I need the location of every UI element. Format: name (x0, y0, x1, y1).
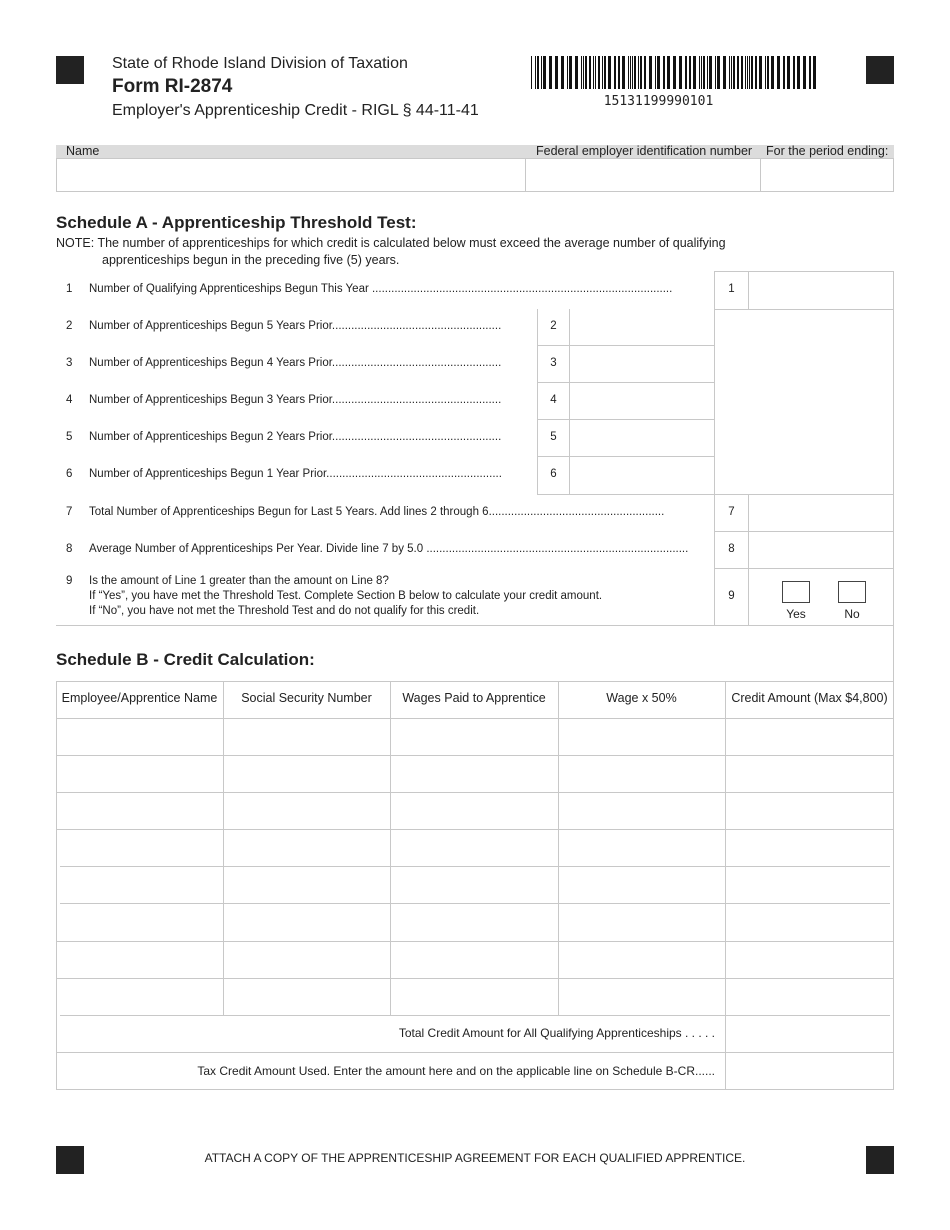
row-6-wages-input[interactable] (391, 904, 558, 939)
barcode-bar (741, 56, 743, 89)
row-4-wages-input[interactable] (391, 830, 558, 865)
row-5-name-input[interactable] (57, 867, 223, 902)
row-7-wage-50-input[interactable] (559, 942, 725, 977)
barcode-bar (640, 56, 642, 89)
schedule-a-title: Schedule A - Apprenticeship Threshold Test: (56, 213, 417, 232)
line-7-box-number: 7 (728, 506, 735, 518)
line-9-yes-instruction: If “Yes”, you have met the Threshold Test. Complete Section B below to calculate your credit amount. (89, 590, 603, 602)
line-2-box-number: 2 (550, 320, 557, 332)
row-4-name-input[interactable] (57, 830, 223, 865)
line-6-text: Number of Apprenticeships Begun 1 Year Prior....................................................... (89, 468, 502, 480)
row-3-credit-input[interactable] (726, 793, 893, 828)
barcode-bar (699, 56, 700, 89)
barcode-bar (634, 56, 636, 89)
barcode-bar (715, 56, 716, 89)
barcode-bar (555, 56, 558, 89)
barcode-bar (649, 56, 652, 89)
line-5-text: Number of Apprenticeships Begun 2 Years Prior..................................................... (89, 431, 502, 443)
credit-used-input[interactable] (726, 1053, 893, 1089)
barcode-bar (628, 56, 629, 89)
line-8-input[interactable] (749, 532, 893, 568)
barcode-bar (575, 56, 578, 89)
barcode-bar (759, 56, 762, 89)
barcode-bar (622, 56, 625, 89)
row-1-ssn-input[interactable] (224, 719, 390, 754)
col-header-name: Employee/Apprentice Name (61, 691, 218, 705)
line-2-text: Number of Apprenticeships Begun 5 Years Prior..................................................... (89, 320, 502, 332)
barcode-bar (749, 56, 750, 89)
row-1-credit-input[interactable] (726, 719, 893, 754)
line-8-text: Average Number of Apprenticeships Per Year. Divide line 7 by 5.0 .................................................................................. (89, 543, 689, 555)
barcode-bar (709, 56, 712, 89)
registration-mark-top-left (56, 56, 84, 84)
barcode-bar (644, 56, 646, 89)
line-2-number: 2 (66, 320, 73, 332)
barcode-bar (755, 56, 757, 89)
col-header-ssn: Social Security Number (241, 691, 372, 705)
schedule-a-bottom-border (56, 625, 894, 626)
total-credit-input[interactable] (726, 1016, 893, 1052)
barcode-bar (632, 56, 633, 89)
no-label: No (844, 607, 860, 621)
barcode-bar (567, 56, 568, 89)
barcode-bar (549, 56, 552, 89)
barcode-bar (569, 56, 572, 89)
barcode-bar (614, 56, 616, 89)
barcode-bar (787, 56, 790, 89)
line-5-input[interactable] (570, 420, 714, 456)
right-border (893, 271, 894, 682)
line-6-input[interactable] (570, 457, 714, 494)
row-2-name-input[interactable] (57, 756, 223, 791)
row-3-name-input[interactable] (57, 793, 223, 828)
line-1-number: 1 (66, 283, 73, 295)
barcode-bar (703, 56, 705, 89)
barcode-bar (729, 56, 730, 89)
total-credit-label: Total Credit Amount for All Qualifying Apprenticeships . . . . . (398, 1026, 715, 1040)
row-5-ssn-input[interactable] (224, 867, 390, 902)
row-8-ssn-input[interactable] (224, 979, 390, 1014)
col-header-wage-50: Wage x 50% (606, 691, 677, 705)
row-1-wage-50-input[interactable] (559, 719, 725, 754)
barcode-bar (747, 56, 748, 89)
registration-mark-top-right (866, 56, 894, 84)
row-5-wages-input[interactable] (391, 867, 558, 902)
barcode-bar (541, 56, 542, 89)
row-8-wage-50-input[interactable] (559, 979, 725, 1014)
line-9-number: 9 (66, 575, 73, 587)
barcode-bar (731, 56, 732, 89)
no-checkbox[interactable] (838, 581, 866, 603)
row-4-wage-50-input[interactable] (559, 830, 725, 865)
line-4-number: 4 (66, 394, 73, 406)
line-1-text: Number of Qualifying Apprenticeships Begun This Year .............................................................................................. (89, 283, 673, 295)
line-4-box-number: 4 (550, 394, 557, 406)
barcode-bar (701, 56, 702, 89)
line-4-text: Number of Apprenticeships Begun 3 Years Prior..................................................... (89, 394, 502, 406)
row-3-ssn-input[interactable] (224, 793, 390, 828)
barcode-bar (589, 56, 591, 89)
row-1-name-input[interactable] (57, 719, 223, 754)
barcode-bar (797, 56, 800, 89)
period-label: For the period ending: (766, 144, 889, 158)
line-8-number: 8 (66, 543, 73, 555)
row-8-wages-input[interactable] (391, 979, 558, 1014)
line-6-number: 6 (66, 468, 73, 480)
barcode-bar (535, 56, 536, 89)
barcode-bar (667, 56, 670, 89)
row-4-credit-input[interactable] (726, 830, 893, 865)
barcode-bar (543, 56, 546, 89)
barcode-bar (707, 56, 708, 89)
row-7-wages-input[interactable] (391, 942, 558, 977)
barcode-bar (733, 56, 735, 89)
col-header-wages: Wages Paid to Apprentice (402, 691, 546, 705)
barcode-bar (608, 56, 611, 89)
barcode-bar (717, 56, 720, 89)
period-input[interactable] (760, 158, 894, 192)
row-7-ssn-input[interactable] (224, 942, 390, 977)
line-3-text: Number of Apprenticeships Begun 4 Years Prior..................................................... (89, 357, 502, 369)
line-3-input[interactable] (570, 346, 714, 382)
barcode-bar (663, 56, 665, 89)
line-2-input[interactable] (570, 310, 714, 345)
barcode-bar (537, 56, 539, 89)
yes-label: Yes (786, 607, 806, 621)
line-1-box-number: 1 (728, 283, 735, 295)
line-9-no-instruction: If “No”, you have not met the Threshold Test and do not qualify for this credit. (89, 605, 480, 617)
row-6-ssn-input[interactable] (224, 904, 390, 939)
row-6-credit-input[interactable] (726, 904, 893, 939)
barcode-bar (771, 56, 774, 89)
row-2-wage-50-input[interactable] (559, 756, 725, 791)
barcode-bar (618, 56, 620, 89)
line-8-box-number: 8 (728, 543, 735, 555)
agency-name: State of Rhode Island Division of Taxation (112, 55, 408, 72)
row-2-credit-input[interactable] (726, 756, 893, 791)
row-5-credit-input[interactable] (726, 867, 893, 902)
schedule-a-note-line1: NOTE: The number of apprenticeships for which credit is calculated below must exceed the average number of qualifying (56, 236, 726, 250)
barcode-bar (783, 56, 785, 89)
schedule-b-title: Schedule B - Credit Calculation: (56, 650, 315, 669)
footer-note: ATTACH A COPY OF THE APPRENTICESHIP AGREEMENT FOR EACH QUALIFIED APPRENTICE. (204, 1151, 746, 1165)
schedule-a-note-line2: apprenticeships begun in the preceding five (5) years. (102, 253, 400, 267)
barcode-bar (751, 56, 753, 89)
barcode-bar (595, 56, 596, 89)
barcode-bar (765, 56, 766, 89)
barcode-bar (638, 56, 639, 89)
registration-mark-bottom-right (866, 1146, 894, 1174)
barcode-bar (657, 56, 660, 89)
row-1-wages-input[interactable] (391, 719, 558, 754)
divider (714, 309, 894, 310)
line-9-question: Is the amount of Line 1 greater than the amount on Line 8? (89, 575, 389, 587)
barcode-bar (689, 56, 691, 89)
line-5-box-number: 5 (550, 431, 557, 443)
col-header-credit: Credit Amount (Max $4,800) (731, 691, 888, 705)
barcode-bar (583, 56, 584, 89)
row-6-wage-50-input[interactable] (559, 904, 725, 939)
name-input[interactable] (56, 158, 526, 192)
barcode-bar (602, 56, 603, 89)
schedule-a-divider (714, 271, 715, 626)
yes-checkbox[interactable] (782, 581, 810, 603)
barcode-bar (585, 56, 587, 89)
row-7-name-input[interactable] (57, 942, 223, 977)
fein-label: Federal employer identification number (536, 144, 753, 158)
form-number: Form RI-2874 (112, 76, 233, 97)
form-title: Employer's Apprenticeship Credit - RIGL § 44-11-41 (112, 102, 479, 119)
line-6-box-number: 6 (550, 468, 557, 480)
line-7-number: 7 (66, 506, 73, 518)
barcode-image (531, 56, 816, 89)
barcode-bar (777, 56, 780, 89)
row-4-ssn-input[interactable] (224, 830, 390, 865)
divider (714, 568, 894, 569)
barcode-bar (685, 56, 687, 89)
barcode-bar (679, 56, 682, 89)
barcode-bar (745, 56, 746, 89)
line-7-text: Total Number of Apprenticeships Begun for Last 5 Years. Add lines 2 through 6....................................................... (89, 506, 665, 518)
barcode-bar (673, 56, 676, 89)
barcode-bar (531, 56, 532, 89)
barcode-bar (630, 56, 631, 89)
line-1-input[interactable] (749, 272, 893, 309)
registration-mark-bottom-left (56, 1146, 84, 1174)
barcode-number: 15131199990101 (603, 94, 714, 109)
row-8-credit-input[interactable] (726, 979, 893, 1014)
barcode-bar (598, 56, 600, 89)
line-5-number: 5 (66, 431, 73, 443)
row-3-wages-input[interactable] (391, 793, 558, 828)
row-2-ssn-input[interactable] (224, 756, 390, 791)
barcode-bar (809, 56, 811, 89)
barcode-bar (723, 56, 726, 89)
row-8-name-input[interactable] (57, 979, 223, 1014)
line-7-input[interactable] (749, 495, 893, 531)
barcode-bar (581, 56, 582, 89)
barcode-bar (793, 56, 795, 89)
line-3-number: 3 (66, 357, 73, 369)
row-3-wage-50-input[interactable] (559, 793, 725, 828)
line-9-box-number: 9 (728, 590, 735, 602)
row-5-wage-50-input[interactable] (559, 867, 725, 902)
row-2-wages-input[interactable] (391, 756, 558, 791)
barcode-bar (813, 56, 816, 89)
barcode-bar (803, 56, 806, 89)
line-4-input[interactable] (570, 383, 714, 419)
barcode-bar (737, 56, 739, 89)
row-6-name-input[interactable] (57, 904, 223, 939)
barcode-bar (604, 56, 606, 89)
credit-used-label: Tax Credit Amount Used. Enter the amount here and on the applicable line on Schedule B-CR...... (197, 1064, 715, 1078)
barcode-bar (561, 56, 564, 89)
fein-input[interactable] (525, 158, 761, 192)
barcode-bar (767, 56, 769, 89)
barcode-bar (693, 56, 696, 89)
row-7-credit-input[interactable] (726, 942, 893, 977)
barcode-bar (655, 56, 656, 89)
name-label: Name (66, 144, 100, 158)
line-3-box-number: 3 (550, 357, 557, 369)
barcode-bar (593, 56, 594, 89)
